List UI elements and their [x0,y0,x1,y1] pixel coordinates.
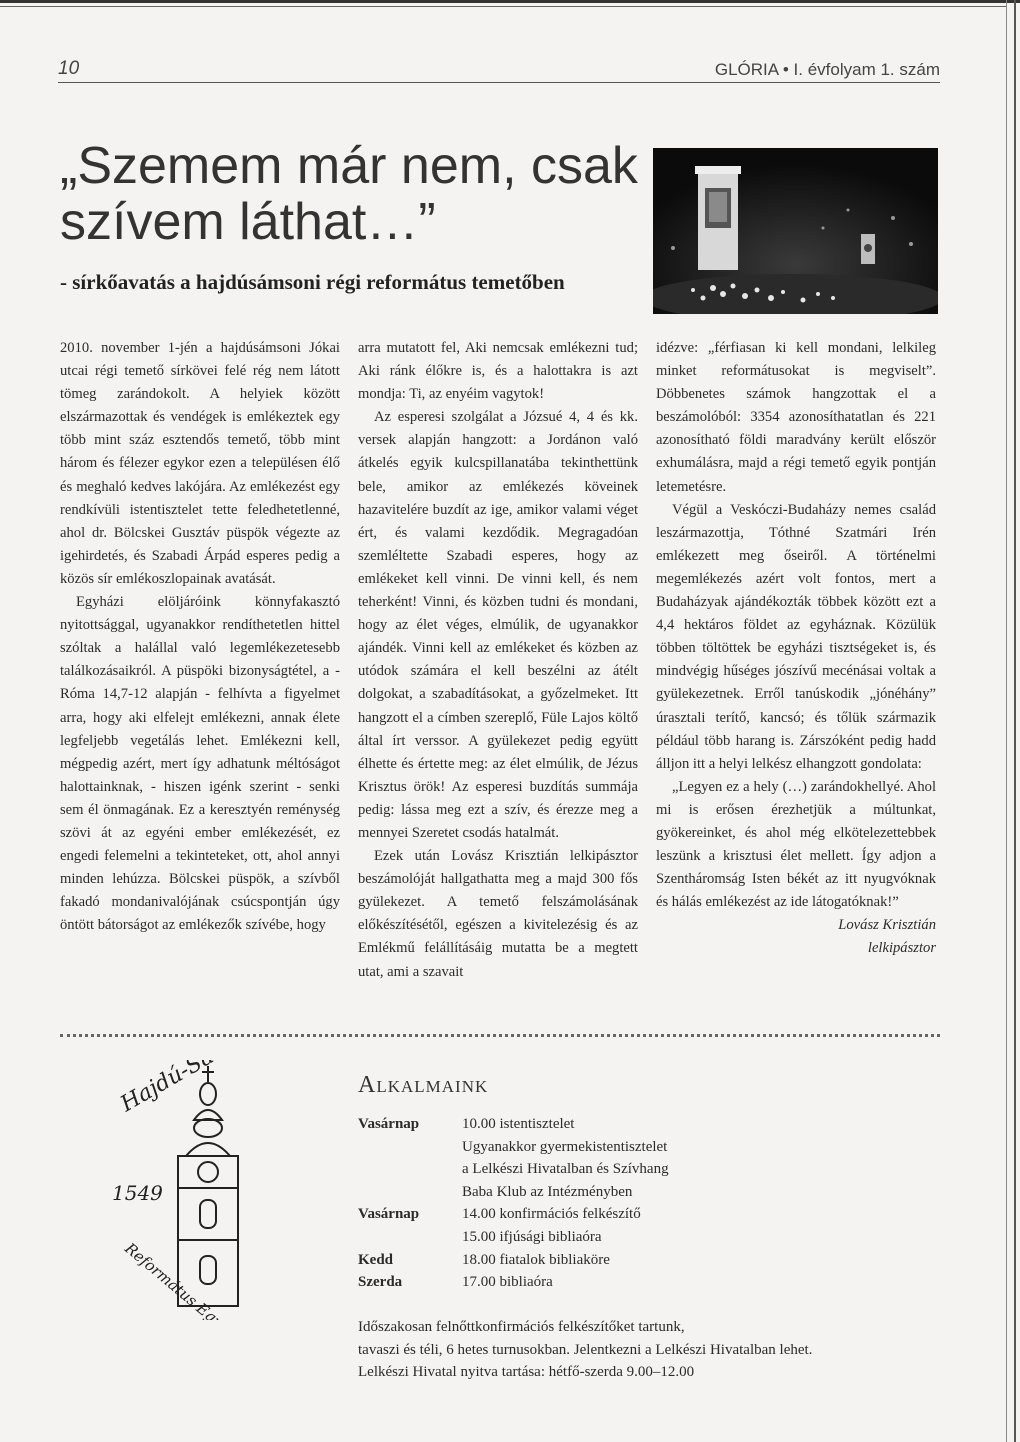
note-line: Időszakosan felnőttkonfirmációs felkészítőket tartunk, [358,1319,685,1335]
right-border-thick [1014,0,1016,1442]
logo-text-top: Hajdú-Sámson [116,1060,270,1118]
schedule-items [462,1113,669,1203]
church-logo [90,1060,320,1320]
schedule-item: Baba Klub az Intézményben [462,1183,633,1200]
schedule-row [358,1113,918,1203]
note-line: tavaszi és téli, 6 hetes turnusokban. Jelentkezni a Lelkészi Hivatalban lehet. [358,1341,813,1358]
paragraph: arra mutatott fel, Aki nemcsak emlékezni tud; Aki ránk élőkre is, és a halottakra is azt mondja: Ti, az enyéim vagytok! [358,340,638,403]
paragraph: „Legyen ez a hely (…) zarándokhellyé. Ahol mi is erősen érezhetjük a múltunkat, gyökereinket, és ahol még elkötelezettebbek leszünk a krisztusi élet mellett. Így adjon a Szentháromság Isten békét az itt nyugvóknak és hálás emlékezést az ide látogatóknak!” [656,778,936,911]
column-2 [358,337,638,984]
schedule-row [358,1271,918,1294]
logo-year: 1549 [112,1181,163,1205]
right-border [1006,0,1007,1442]
schedule-note [358,1316,938,1384]
note-line: Lelkészi Hivatal nyitva tartása: hétfő-szerda 9.00–12.00 [358,1364,695,1380]
paragraph: idézve: „férfiasan ki kell mondani, lelkileg minket reformátusokat is megviselt”. Döbbenetes számok hangzottak el a beszámolóból: 3354 azonosíthatatlan és 221 azonosítható földi maradvány került először exhumálásra, majd a régi temető egyik pontján letemetésre. [656,340,936,495]
column-1 [60,337,340,937]
schedule-items [462,1203,641,1248]
schedule-item: a Lelkészi Hivatalban és Szívhang [462,1161,669,1178]
schedule-day: Kedd [358,1251,394,1268]
schedule-items [462,1271,553,1294]
section-divider [60,1034,940,1037]
schedule-row [358,1249,918,1272]
memorial-photo-illustration [653,148,938,314]
church-tower-icon [90,1060,320,1320]
schedule-item: Ugyanakkor gyermekistentisztelet [462,1138,668,1155]
schedule-item: 18.00 fiatalok bibliaköre [462,1251,610,1268]
article-subtitle: - sírkőavatás a hajdúsámsoni régi református temetőben [60,270,565,294]
schedule-items [462,1249,610,1272]
schedule-day: Vasárnap [358,1116,420,1132]
schedule-item: 14.00 konfirmációs felkészítő [462,1206,641,1223]
page-number: 10 [58,58,80,79]
running-head: GLÓRIA • I. évfolyam 1. szám [714,60,940,79]
paragraph: Végül a Veskóczi-Budaházy nemes család leszármazottja, Tóthné Szatmári Irén emlékezett meg őseiről. A történelmi megemlékezés azért volt fontos, mert a Budaházyak ajándékozták többek között ezt a 4,4 hektáros földet az egyháznak. Közülük többen töltöttek be egyházi tisztségeket is, és mindvégig hűséges jószívű mecénásai voltak a gyülekezetnek. Erről tanúskodik „jónéhány” úrasztali terítő, kancsó; és tőlük származik például több harang is. Zárszóként pedig hadd álljon itt a helyi lelkész elhangzott gondolata: [656,501,936,772]
memorial-photo [653,148,938,314]
article-title: „Szemem már nem, csak szívem láthat…” [60,137,638,251]
top-border [0,0,1020,3]
schedule-item: 10.00 istentisztelet [462,1116,575,1132]
logo-text-bottom: Református Egyházközség [121,1239,287,1320]
paragraph: Ezek után Lovász Krisztián lelkipásztor beszámolóját hallgathatta meg a majd 300 fős gyülekezet. A temető felszámolásának előkészítésétől, egészen a kivitelezésig és az Emlékmű felállításáig mutatta be a megtett utat, ami a szavait [358,848,638,980]
signature-name: Lovász Krisztián [838,917,936,934]
schedule-item: 17.00 bibliaóra [462,1274,553,1291]
schedule-day: Szerda [358,1274,403,1291]
column-3 [656,337,936,961]
schedule-item: 15.00 ifjúsági bibliaóra [462,1228,602,1245]
signature-role: lelkipásztor [867,940,936,957]
paragraph: 2010. november 1-jén a hajdúsámsoni Jókai utcai régi temető sírkövei felé rég nem látott tömeg zarándokolt. A helyiek között elszármazottak és vendégek is emlékeztek egy több mint száz esztendős temető, több mint három és félezer egykor ezen a településen élő és meghaló kedves lakójára. Az emlékezést egy rendkívüli istentisztelet tette feledhetetlenné, ahol dr. Bölcskei Gusztáv püspök végezte az igehirdetés, és Szabadi Árpád esperes pedig a közös sír emlékoszlopainak avatását. [60,340,340,587]
paragraph: Az esperesi szolgálat a Józsué 4, 4 és kk. versek alapján hangzott: a Jordánon való átkelés egyik kulcspillanatába tekinthettünk bele, amikor az emlékezés köveinek hazavitelére buzdít az ige, amikor valami véget ért, és valami kezdődik. Megragadóan szemléltette Szabadi esperes, hogy az emlékeket kell vinni. De vinni kell, és nem teherként! Vinni, és közben tudni és mondani, hogy az élet véges, elmúlik, de ugyanakkor ajándék. Vinni kell az emlékeket és közben az utódok számára el kell beszélni az átélt dolgokat, a szabadításokat, a győzelmeket. Itt hangzott el a címben szereplő, Füle Lajos költő által írt verssor. A gyülekezet pedig együtt élhette és értette meg: az élet elmúlik, de Jézus Krisztus örök! Az esperesi buzdítás summája pedig: lássa meg ezt a szív, és érezze meg a mennyei Szeretet csodás hatalmát. [358,409,638,841]
schedule-table [358,1113,918,1294]
header-rule [58,82,940,83]
top-border-thin [0,6,1006,7]
paragraph: Egyházi elöljáróink könnyfakasztó nyitottsággal, ugyanakkor rendíthetetlen hittel szóltak a halállal való legemlékezetesebb találkozásaikról. A püspöki bizonyságtétel, a - Róma 14,7-12 alapján - felhívta a figyelmet arra, hogy aki elfelejt emlékezni, annak élete legfeljebb vegetálás lehet. Emlékezni kell, mégpedig azért, mert így adhatunk méltóságot halottainknak, - hiszen igénk szerint - senki sem él önmagának. Ez a keresztyén reménység szövi át az egyéni ember emlékezését, ez engedi felemelni a tekinteteket, ott, ahol annyi minden lehúzza. Bölcskei püspök, a szívből fakadó mondanivalójának csúcspontján úgy öntött bátorságot az emlékezők szívébe, hogy [60,594,340,934]
schedule-title: Alkalmaink [358,1072,489,1098]
schedule-row [358,1203,918,1248]
schedule-day: Vasárnap [358,1206,420,1223]
